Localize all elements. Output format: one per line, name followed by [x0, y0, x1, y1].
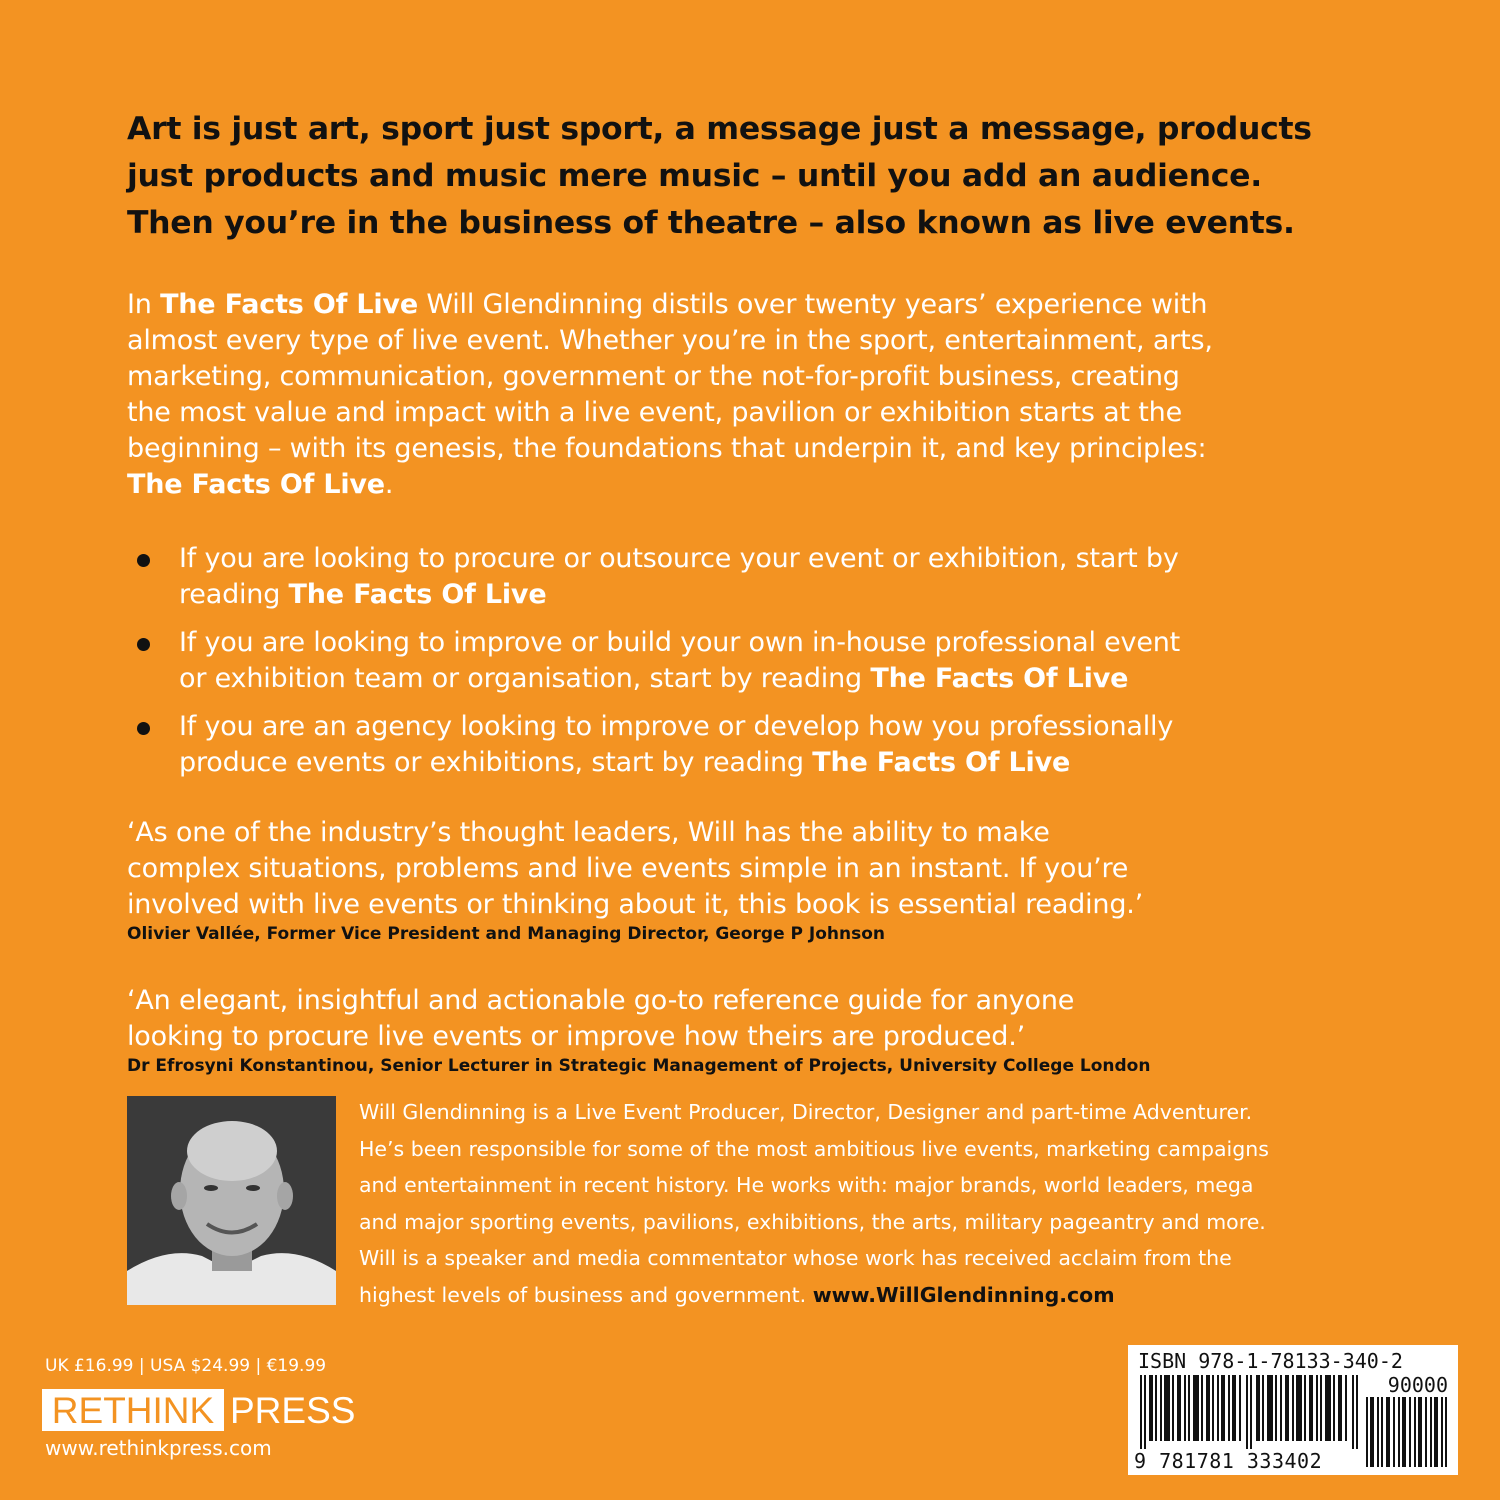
price-code-label: 90000: [1387, 1373, 1448, 1397]
publisher-logo: [42, 1387, 356, 1433]
list-item: [127, 709, 1367, 781]
back-cover-content: [127, 106, 1367, 1115]
author-photo: [127, 1096, 336, 1305]
author-website-link[interactable]: www.WillGlendinning.com: [812, 1282, 1115, 1307]
intro-text: almost every type of live event. Whether you’re in the sport, entertainment, arts,: [127, 325, 1213, 356]
testimonial-quote: [127, 815, 1367, 945]
publisher-website-link[interactable]: www.rethinkpress.com: [45, 1436, 272, 1460]
headline: [127, 106, 1367, 247]
bullet-text: reading: [179, 579, 289, 610]
barcode: [1128, 1345, 1458, 1475]
author-bio: [359, 1094, 1379, 1313]
headline-line: just products and music mere music – until you add an audience.: [127, 158, 1262, 194]
bio-text: Will Glendinning is a Live Event Producer, Director, Designer and part-time Adventurer.: [359, 1100, 1253, 1124]
bio-text: Will is a speaker and media commentator whose work has received acclaim from the: [359, 1246, 1232, 1270]
bullet-text: If you are looking to procure or outsource your event or exhibition, start by: [179, 543, 1179, 574]
bullet-text: or exhibition team or organisation, start by reading: [179, 663, 871, 694]
quote-text: ‘As one of the industry’s thought leaders, Will has the ability to make: [127, 817, 1050, 848]
intro-text: marketing, communication, government or the not-for-profit business, creating: [127, 361, 1180, 392]
bio-text: and entertainment in recent history. He works with: major brands, world leaders, mega: [359, 1173, 1254, 1197]
logo-text-left: RETHINK: [51, 1390, 215, 1431]
ean-digits-label: 9 781781 333402: [1134, 1449, 1323, 1473]
price-addon-barcode-icon: [1366, 1397, 1448, 1467]
book-title: The Facts Of Live: [812, 747, 1071, 778]
price-label: UK £16.99 | USA $24.99 | €19.99: [45, 1356, 327, 1376]
quote-text: ‘An elegant, insightful and actionable go-to reference guide for anyone: [127, 985, 1075, 1016]
intro-text: beginning – with its genesis, the foundations that underpin it, and key principles:: [127, 433, 1207, 464]
book-title: The Facts Of Live: [127, 469, 385, 500]
author-portrait-icon: [127, 1096, 336, 1305]
intro-text: .: [384, 469, 394, 500]
bullet-text: produce events or exhibitions, start by reading: [179, 747, 813, 778]
bullet-text: If you are an agency looking to improve or develop how you professionally: [179, 711, 1174, 742]
intro-text: Will Glendinning distils over twenty years’ experience with: [417, 289, 1208, 320]
quote-text: involved with live events or thinking about it, this book is essential reading.’: [127, 889, 1144, 920]
ean-barcode-icon: [1140, 1375, 1362, 1449]
isbn-label: ISBN 978-1-78133-340-2: [1138, 1349, 1403, 1373]
intro-paragraph: [127, 287, 1367, 503]
book-title: The Facts Of Live: [288, 579, 547, 610]
bullet-icon: [137, 638, 150, 651]
rethink-press-logo-icon: [42, 1387, 356, 1433]
bio-text: and major sporting events, pavilions, exhibitions, the arts, military pageantry and more.: [359, 1209, 1266, 1234]
quote-attribution: Olivier Vallée, Former Vice President and Managing Director, George P Johnson: [127, 924, 886, 944]
list-item: [127, 625, 1367, 697]
intro-text: In: [127, 289, 161, 320]
bullet-list: [127, 541, 1367, 781]
book-title: The Facts Of Live: [870, 663, 1129, 694]
intro-text: the most value and impact with a live event, pavilion or exhibition starts at the: [127, 397, 1183, 428]
logo-text-right: PRESS: [230, 1390, 356, 1431]
bio-text: highest levels of business and government.: [359, 1282, 813, 1307]
book-title: The Facts Of Live: [160, 289, 418, 320]
bullet-text: If you are looking to improve or build your own in-house professional event: [179, 627, 1181, 658]
bullet-icon: [137, 554, 150, 567]
headline-line: Then you’re in the business of theatre – also known as live events.: [127, 205, 1295, 241]
bio-text: He’s been responsible for some of the most ambitious live events, marketing campaigns: [359, 1136, 1269, 1161]
quote-text: looking to procure live events or improve how theirs are produced.’: [127, 1021, 1025, 1052]
quote-attribution: Dr Efrosyni Konstantinou, Senior Lecturer in Strategic Management of Projects, University College London: [127, 1056, 1151, 1076]
list-item: [127, 541, 1367, 613]
quote-text: complex situations, problems and live events simple in an instant. If you’re: [127, 853, 1129, 884]
testimonial-quote: [127, 983, 1367, 1077]
bullet-icon: [137, 722, 150, 735]
headline-line: Art is just art, sport just sport, a message just a message, products: [127, 111, 1312, 147]
